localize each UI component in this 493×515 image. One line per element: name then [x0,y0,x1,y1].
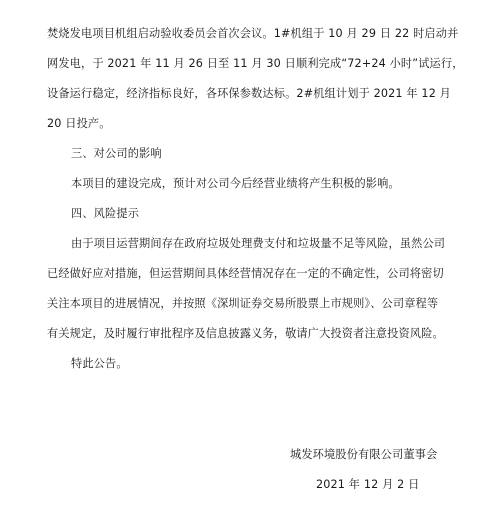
paragraph-1-line-1: 焚烧发电项目机组启动验收委员会首次会议。1#机组于 10 月 29 日 22 时启动并 [47,27,459,40]
section-heading-impact: 三、对公司的影响 [71,147,162,160]
paragraph-2-line-1: 本项目的建设完成，预计对公司今后经营业绩将产生积极的影响。 [71,177,400,190]
paragraph-3-line-1: 由于项目运营期间存在政府垃圾处理费支付和垃圾量不足等风险，虽然公司 [71,237,446,250]
paragraph-1-line-3: 设备运行稳定，经济指标良好，各环保参数达标。2#机组计划于 2021 年 12 月 [47,87,452,100]
section-heading-risk: 四、风险提示 [71,207,140,220]
signature-date: 2021 年 12 月 2 日 [316,478,420,491]
paragraph-3-line-2: 已经做好应对措施，但运营期间具体经营情况存在一定的不确定性，公司将密切 [47,267,444,280]
paragraph-3-line-4: 有关规定，及时履行审批程序及信息披露义务，敬请广大投资者注意投资风险。 [47,327,444,340]
paragraph-1-line-4: 20 日投产。 [47,117,111,130]
signature-company: 城发环境股份有限公司董事会 [290,448,438,461]
closing-statement: 特此公告。 [71,357,128,370]
paragraph-1-line-2: 网发电，于 2021 年 11 月 26 日至 11 月 30 日顺利完成“72+24 小时”试运行， [47,57,464,70]
paragraph-3-line-3: 关注本项目的进展情况，并按照《深圳证券交易所股票上市规则》、公司章程等 [47,297,439,310]
